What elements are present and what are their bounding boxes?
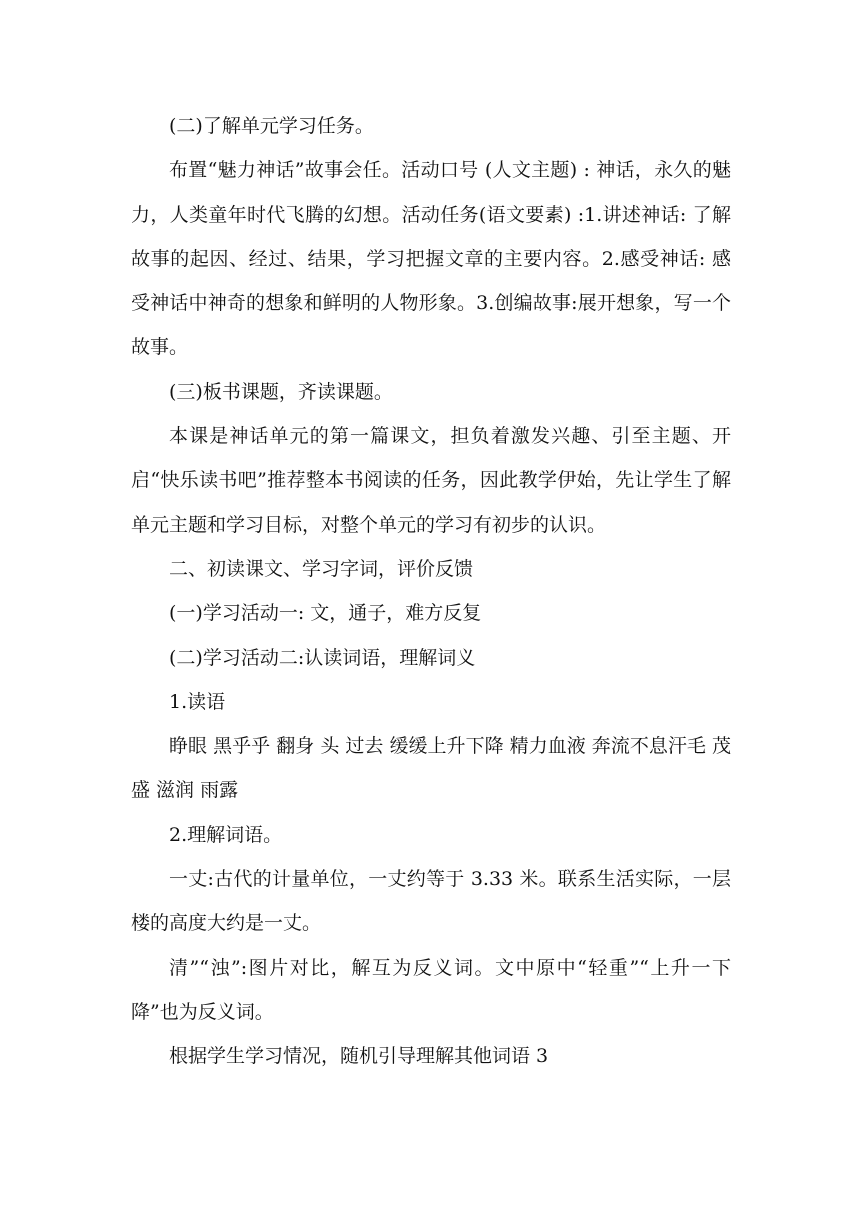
document-body: [131, 104, 731, 1079]
paragraph-zhang: 一丈:古代的计量单位，一丈约等于 3.33 米。联系生活实际，一层楼的高度大约是一丈。: [131, 868, 731, 935]
subheading-activity-2: (二)学习活动二:认读词语，理解词义: [169, 646, 476, 669]
item-understand-words: 2.理解词语。: [169, 823, 283, 846]
subheading-task: (二)了解单元学习任务。: [169, 115, 374, 137]
paragraph-qing-zhuo: 清”“浊”:图片对比，解互为反义词。文中原中“轻重”“上升一下降”也为反义词。: [131, 956, 731, 1023]
subheading-title: (三)板书课题，齐读课题。: [169, 380, 393, 403]
paragraph-word-list: 睁眼 黑乎乎 翻身 头 过去 缓缓上升下降 精力血液 奔流不息汗毛 茂盛 滋润 雨露: [131, 735, 731, 802]
item-read-words: 1.读语: [169, 690, 226, 713]
paragraph-activity: 布置“魅力神话”故事会任。活动口号 (人文主题) : 神话，永久的魅力，人类童年时代飞腾的幻想。活动任务(语文要素) :1.讲述神话: 了解故事的起因、经过、结果，学习把握文章的主要内容。2.感受神话: 感受神话中神奇的想象和鲜明的人物形象。3.创编故事:展开想象，写一个故事。: [131, 159, 731, 359]
paragraph-intro: 本课是神话单元的第一篇课文，担负着激发兴趣、引至主题、开启“快乐读书吧”推荐整本书阅读的任务，因此教学伊始，先让学生了解单元主题和学习目标，对整个单元的学习有初步的认识。: [131, 425, 731, 536]
heading-section-2: 二、初读课文、学习字词，评价反馈: [169, 557, 474, 580]
subheading-activity-1: (一)学习活动一: 文，通子，难方反复: [169, 602, 482, 625]
paragraph-other-words: 根据学生学习情况，随机引导理解其他词语 3: [169, 1045, 549, 1068]
